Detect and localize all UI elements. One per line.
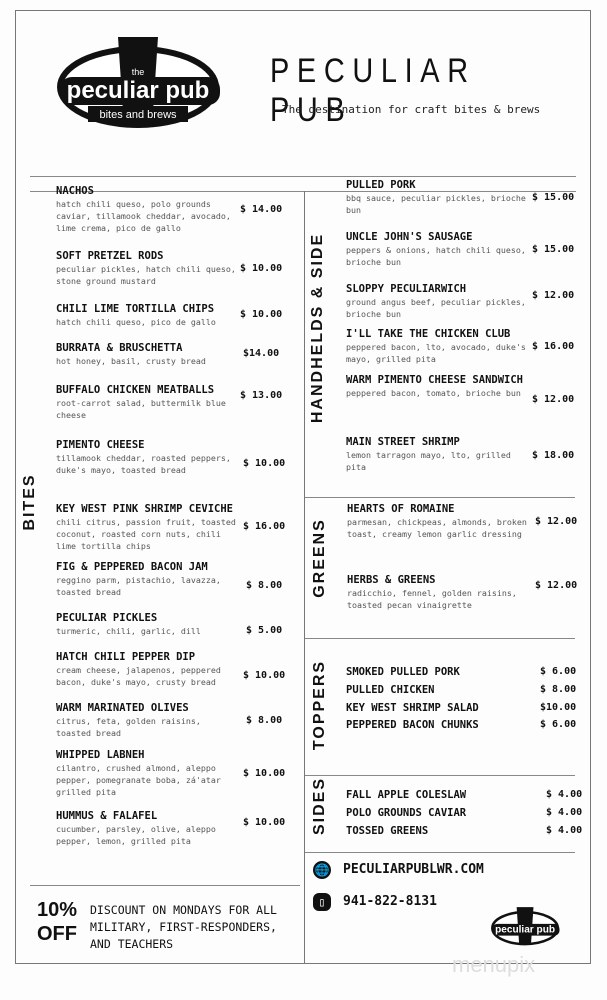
menu-item	[346, 374, 526, 399]
item-name: PULLED CHICKEN	[346, 684, 435, 696]
item-name: FALL APPLE COLESLAW	[346, 789, 467, 801]
watermark: menupix	[452, 952, 536, 977]
item-description: peculiar pickles, hatch chili queso, stone ground mustard	[56, 264, 236, 286]
menu-item	[56, 185, 236, 234]
divider	[30, 176, 576, 177]
item-name: KEY WEST PINK SHRIMP CEVICHE	[56, 503, 234, 515]
item-description: tillamook cheddar, roasted peppers, duke's mayo, toasted bread	[56, 453, 231, 475]
menu-item	[56, 651, 236, 688]
page-title: PECULIAR PUB	[270, 52, 476, 129]
item-description: hatch chili queso, polo grounds caviar, tillamook cheddar, avocado, lime crema, pico de gallo	[56, 199, 231, 233]
item-description: hot honey, basil, crusty bread	[56, 356, 206, 366]
menu-item	[346, 436, 526, 473]
item-description: peppered bacon, lto, avocado, duke's mayo, grilled pita	[346, 342, 526, 364]
section-label-sides: SIDES	[311, 776, 328, 836]
menu-item	[56, 384, 236, 421]
item-name: HATCH CHILI PEPPER DIP	[56, 651, 196, 663]
item-name: PULLED PORK	[346, 179, 416, 191]
svg-text:bites and brews: bites and brews	[99, 109, 177, 121]
menu-item	[346, 328, 526, 365]
item-description: hatch chili queso, pico de gallo	[56, 317, 216, 327]
item-description: parmesan, chickpeas, almonds, broken toast, creamy lemon garlic dressing	[347, 517, 527, 539]
item-description: peppered bacon, tomato, brioche bun	[346, 388, 521, 398]
item-name: BURRATA & BRUSCHETTA	[56, 342, 183, 354]
item-price: $ 6.00	[540, 719, 577, 730]
column-divider	[304, 191, 305, 964]
item-name: PECULIAR PICKLES	[56, 612, 158, 624]
item-name: POLO GROUNDS CAVIAR	[346, 807, 467, 819]
item-price: $ 10.00	[243, 458, 286, 469]
item-description: turmeric, chili, garlic, dill	[56, 626, 201, 636]
item-price: $ 12.00	[532, 394, 575, 405]
item-description: reggino parm, pistachio, lavazza, toasted bread	[56, 575, 221, 597]
menu-item	[346, 666, 536, 679]
item-price: $ 6.00	[540, 666, 577, 677]
divider	[30, 885, 300, 886]
menu-item	[346, 789, 536, 802]
item-name: MAIN STREET SHRIMP	[346, 436, 460, 448]
item-name: WARM PIMENTO CHEESE SANDWICH	[346, 374, 524, 386]
item-name: PIMENTO CHEESE	[56, 439, 145, 451]
item-description: cilantro, crushed almond, aleppo pepper, pomegranate boba, zá'atar grilled pita	[56, 763, 221, 797]
menu-item	[346, 825, 536, 838]
divider	[305, 852, 575, 853]
item-name: SMOKED PULLED PORK	[346, 666, 460, 678]
item-price: $10.00	[540, 702, 577, 713]
tagline: The destination for craft bites & brews	[282, 103, 541, 116]
item-description: ground angus beef, peculiar pickles, brioche bun	[346, 297, 526, 319]
item-price: $ 12.00	[535, 516, 578, 527]
svg-text:the: the	[131, 67, 145, 77]
section-label-bites: BITES	[21, 473, 38, 531]
globe-icon: 🌐	[314, 863, 330, 877]
menu-item	[56, 439, 236, 476]
section-label-toppers: TOPPERS	[311, 659, 328, 751]
item-description: lemon tarragon mayo, lto, grilled pita	[346, 450, 511, 472]
item-price: $ 10.00	[243, 768, 286, 779]
menu-item	[56, 749, 236, 798]
menu-item	[346, 231, 526, 268]
item-description: bbq sauce, peculiar pickles, brioche bun	[346, 193, 526, 215]
item-name: SOFT PRETZEL RODS	[56, 250, 164, 262]
item-price: $ 10.00	[243, 817, 286, 828]
item-price: $ 14.00	[240, 204, 283, 215]
item-price: $ 16.00	[243, 521, 286, 532]
item-description: radicchio, fennel, golden raisins, toasted pecan vinaigrette	[347, 588, 517, 610]
item-description: citrus, feta, golden raisins, toasted bread	[56, 716, 201, 738]
menu-item	[346, 283, 526, 320]
promo-text: DISCOUNT ON MONDAYS FOR ALL MILITARY, FIRST-RESPONDERS, AND TEACHERS	[90, 903, 277, 951]
item-name: HERBS & GREENS	[347, 574, 436, 586]
menu-item	[56, 561, 236, 598]
item-name: UNCLE JOHN'S SAUSAGE	[346, 231, 473, 243]
menu-item	[346, 807, 536, 820]
item-price: $ 18.00	[532, 450, 575, 461]
website-link[interactable]: PECULIARPUBLWR.COM	[343, 862, 484, 877]
menu-item	[347, 503, 537, 540]
item-name: KEY WEST SHRIMP SALAD	[346, 702, 479, 714]
item-name: WHIPPED LABNEH	[56, 749, 145, 761]
menu-item	[347, 574, 537, 611]
pub-logo-small	[488, 905, 568, 947]
item-description: cucumber, parsley, olive, aleppo pepper, lemon, grilled pita	[56, 824, 216, 846]
menu-item	[346, 719, 536, 732]
item-description: cream cheese, jalapenos, peppered bacon, duke's mayo, crusty bread	[56, 665, 221, 687]
phone-number[interactable]: 941-822-8131	[343, 894, 437, 909]
item-price: $ 16.00	[532, 341, 575, 352]
svg-text:peculiar pub: peculiar pub	[66, 77, 210, 104]
menu-item	[56, 250, 236, 287]
divider	[305, 497, 575, 498]
item-name: WARM MARINATED OLIVES	[56, 702, 189, 714]
item-price: $ 10.00	[240, 309, 283, 320]
menu-item	[346, 702, 536, 715]
item-price: $ 8.00	[540, 684, 577, 695]
item-name: I'LL TAKE THE CHICKEN CLUB	[346, 328, 511, 340]
item-price: $ 15.00	[532, 244, 575, 255]
item-name: TOSSED GREENS	[346, 825, 429, 837]
item-price: $ 12.00	[535, 580, 578, 591]
menu-item	[56, 342, 236, 367]
item-price: $ 8.00	[246, 715, 283, 726]
item-name: NACHOS	[56, 185, 94, 197]
promo-percent: 10% OFF	[37, 899, 78, 945]
svg-text:peculiar pub: peculiar pub	[495, 924, 556, 936]
phone-icon: ▯	[313, 893, 331, 911]
item-price: $ 8.00	[246, 580, 283, 591]
pub-logo	[50, 32, 240, 132]
item-price: $ 15.00	[532, 192, 575, 203]
item-name: PEPPERED BACON CHUNKS	[346, 719, 479, 731]
item-price: $ 5.00	[246, 625, 283, 636]
item-name: FIG & PEPPERED BACON JAM	[56, 561, 208, 573]
menu-item	[56, 503, 236, 552]
item-description: chili citrus, passion fruit, toasted coconut, roasted corn nuts, chili lime tortilla chips	[56, 517, 236, 551]
item-name: HEARTS OF ROMAINE	[347, 503, 455, 515]
item-price: $ 4.00	[546, 825, 583, 836]
item-price: $ 13.00	[240, 390, 283, 401]
item-name: CHILI LIME TORTILLA CHIPS	[56, 303, 215, 315]
item-description: root-carrot salad, buttermilk blue cheese	[56, 398, 226, 420]
item-price: $ 12.00	[532, 290, 575, 301]
item-description: peppers & onions, hatch chili queso, brioche bun	[346, 245, 526, 267]
item-price: $14.00	[243, 348, 280, 359]
item-price: $ 10.00	[240, 263, 283, 274]
menu-item	[56, 612, 236, 637]
divider	[305, 775, 575, 776]
item-name: SLOPPY PECULIARWICH	[346, 283, 467, 295]
menu-item	[346, 179, 526, 216]
item-name: BUFFALO CHICKEN MEATBALLS	[56, 384, 215, 396]
item-name: HUMMUS & FALAFEL	[56, 810, 158, 822]
menu-item	[346, 684, 536, 697]
item-price: $ 10.00	[243, 670, 286, 681]
item-price: $ 4.00	[546, 789, 583, 800]
divider	[305, 638, 575, 639]
menu-item	[56, 810, 236, 847]
menu-item	[56, 702, 236, 739]
section-label-handhelds: HANDHELDS & SIDE	[309, 232, 326, 424]
menu-item	[56, 303, 236, 328]
item-price: $ 4.00	[546, 807, 583, 818]
section-label-greens: GREENS	[311, 518, 328, 598]
